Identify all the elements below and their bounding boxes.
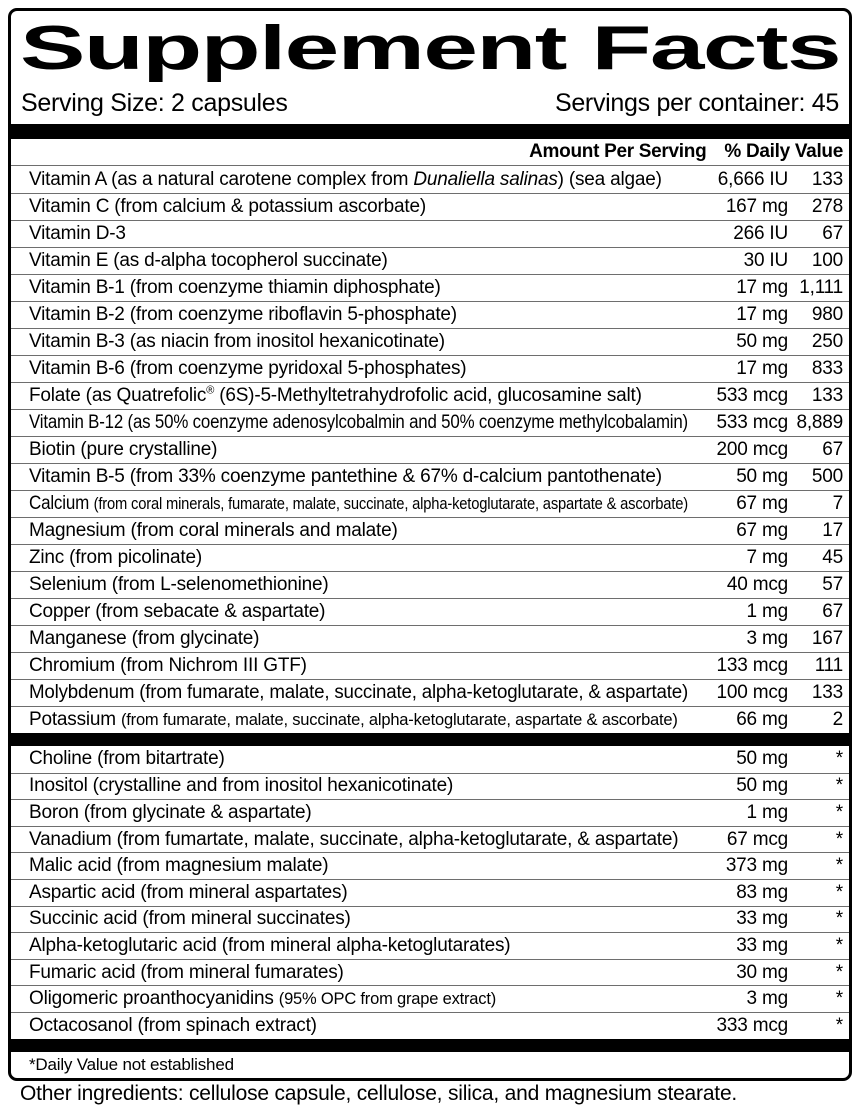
divider-bar-middle — [11, 733, 849, 746]
nutrient-daily-value: 133 — [811, 168, 843, 190]
nutrient-daily-value: 100 — [811, 250, 843, 271]
nutrient-row — [11, 852, 849, 879]
nutrient-name: Folate (as Quatrefolic® (6S)-5-Methyltetrahydrofolic acid, glucosamine salt) — [29, 384, 642, 406]
nutrient-daily-value: * — [835, 801, 843, 823]
nutrient-daily-value: * — [835, 828, 843, 850]
nutrient-name: Succinic acid (from mineral succinates) — [29, 908, 351, 930]
serving-info-row — [11, 84, 849, 124]
nutrient-daily-value: * — [835, 855, 843, 877]
nutrient-name: Octacosanol (from spinach extract) — [29, 1014, 317, 1036]
nutrient-row — [11, 879, 849, 906]
nutrient-row — [11, 652, 849, 679]
nutrient-row — [11, 355, 849, 382]
nutrient-amount: 533 mcg — [716, 412, 788, 433]
nutrient-amount: 67 mg — [736, 520, 788, 541]
nutrient-amount: 200 mcg — [716, 439, 788, 460]
nutrient-daily-value: 17 — [822, 520, 843, 541]
nutrient-daily-value: 980 — [811, 304, 843, 325]
column-header-daily-value: % Daily Value — [724, 141, 843, 162]
nutrient-name: Chromium (from Nichrom III GTF) — [29, 655, 307, 676]
nutrient-name: Calcium (from coral minerals, fumarate, malate, succinate, alpha-ketoglutarate, aspartate & ascorbate) — [29, 493, 688, 514]
nutrient-daily-value: 67 — [822, 601, 843, 622]
nutrient-row — [11, 906, 849, 933]
serving-size: Serving Size: 2 capsules — [21, 89, 288, 117]
nutrient-name: Vitamin B-2 (from coenzyme riboflavin 5-phosphate) — [29, 304, 457, 325]
nutrient-amount: 33 mg — [736, 908, 788, 930]
nutrient-row — [11, 247, 849, 274]
nutrient-amount: 266 IU — [733, 223, 788, 244]
supplement-facts-panel — [8, 8, 852, 1081]
nutrient-daily-value: 1,111 — [799, 277, 843, 298]
nutrient-name: Vitamin B-1 (from coenzyme thiamin diphosphate) — [29, 277, 441, 298]
servings-per-container: Servings per container: 45 — [554, 89, 839, 117]
nutrient-row — [11, 490, 849, 517]
nutrient-name: Vitamin B-3 (as niacin from inositol hexanicotinate) — [29, 331, 445, 352]
nutrient-amount: 167 mg — [725, 196, 788, 217]
nutrient-row — [11, 932, 849, 959]
nutrient-row — [11, 193, 849, 220]
nutrient-section-secondary — [11, 746, 849, 1039]
nutrient-row — [11, 959, 849, 986]
nutrient-section-primary — [11, 166, 849, 733]
nutrient-row — [11, 826, 849, 853]
column-header-amount: Amount Per Serving — [529, 141, 707, 162]
nutrient-amount: 533 mcg — [716, 385, 788, 406]
nutrient-row — [11, 679, 849, 706]
nutrient-daily-value: 133 — [811, 385, 843, 406]
nutrient-name: Zinc (from picolinate) — [29, 547, 202, 568]
nutrient-amount: 3 mg — [746, 988, 788, 1010]
nutrient-daily-value: 67 — [822, 223, 843, 244]
nutrient-amount: 7 mg — [746, 547, 788, 568]
nutrient-amount: 50 mg — [736, 331, 788, 352]
nutrient-row — [11, 517, 849, 544]
nutrient-daily-value: 2 — [832, 709, 843, 730]
nutrient-name: Oligomeric proanthocyanidins (95% OPC from grape extract) — [29, 988, 497, 1010]
nutrient-row — [11, 706, 849, 733]
divider-bar-top — [11, 124, 849, 139]
nutrient-daily-value: * — [835, 908, 843, 930]
nutrient-row — [11, 799, 849, 826]
nutrient-name: Vitamin A (as a natural carotene complex from Dunaliella salinas) (sea algae) — [29, 168, 662, 190]
nutrient-row — [11, 985, 849, 1012]
panel-title — [20, 14, 840, 84]
nutrient-name: Malic acid (from magnesium malate) — [29, 855, 329, 877]
nutrient-row — [11, 409, 849, 436]
nutrient-amount: 1 mg — [746, 801, 788, 823]
nutrient-name: Aspartic acid (from mineral aspartates) — [29, 881, 348, 903]
nutrient-row — [11, 274, 849, 301]
panel-title-text: Supplement Facts — [20, 14, 840, 83]
nutrient-row — [11, 625, 849, 652]
nutrient-amount: 83 mg — [736, 881, 788, 903]
nutrient-row — [11, 220, 849, 247]
nutrient-daily-value: * — [835, 961, 843, 983]
nutrient-row — [11, 328, 849, 355]
nutrient-daily-value: 67 — [822, 439, 843, 460]
nutrient-name: Vitamin E (as d-alpha tocopherol succinate) — [29, 250, 388, 271]
nutrient-amount: 100 mcg — [716, 682, 788, 703]
nutrient-row — [11, 463, 849, 490]
nutrient-amount: 1 mg — [746, 601, 788, 622]
nutrient-daily-value: * — [835, 881, 843, 903]
nutrient-row — [11, 166, 849, 193]
nutrient-row — [11, 598, 849, 625]
other-ingredients: Other ingredients: cellulose capsule, cellulose, silica, and magnesium stearate. — [20, 1082, 738, 1105]
nutrient-name: Molybdenum (from fumarate, malate, succinate, alpha-ketoglutarate, & aspartate) — [29, 682, 688, 703]
nutrient-daily-value: 167 — [811, 628, 843, 649]
nutrient-amount: 33 mg — [736, 934, 788, 956]
nutrient-daily-value: 278 — [811, 196, 843, 217]
nutrient-daily-value: 57 — [822, 574, 843, 595]
nutrient-daily-value: * — [835, 934, 843, 956]
nutrient-amount: 50 mg — [736, 466, 788, 487]
nutrient-row — [11, 301, 849, 328]
nutrient-name: Manganese (from glycinate) — [29, 628, 260, 649]
nutrient-name: Magnesium (from coral minerals and malate) — [29, 520, 398, 541]
nutrient-name: Potassium (from fumarate, malate, succinate, alpha-ketoglutarate, aspartate & ascorbate) — [29, 709, 678, 730]
nutrient-name: Inositol (crystalline and from inositol hexanicotinate) — [29, 775, 454, 797]
nutrient-daily-value: 45 — [822, 547, 843, 568]
nutrient-name: Vanadium (from fumartate, malate, succinate, alpha-ketoglutarate, & aspartate) — [29, 828, 679, 850]
nutrient-row — [11, 436, 849, 463]
nutrient-row — [11, 571, 849, 598]
nutrient-amount: 50 mg — [736, 775, 788, 797]
nutrient-amount: 67 mg — [736, 493, 788, 514]
nutrient-amount: 17 mg — [736, 304, 788, 325]
nutrient-daily-value: 7 — [832, 493, 843, 514]
nutrient-amount: 17 mg — [736, 358, 788, 379]
nutrient-name: Alpha-ketoglutaric acid (from mineral alpha-ketoglutarates) — [29, 934, 511, 956]
nutrient-row — [11, 773, 849, 800]
nutrient-daily-value: * — [835, 1014, 843, 1036]
nutrient-daily-value: 111 — [814, 655, 843, 676]
nutrient-daily-value: * — [835, 748, 843, 770]
nutrient-name: Biotin (pure crystalline) — [29, 439, 218, 460]
nutrient-name: Selenium (from L-selenomethionine) — [29, 574, 329, 595]
nutrient-daily-value: * — [835, 775, 843, 797]
nutrient-amount: 3 mg — [746, 628, 788, 649]
nutrient-daily-value: 133 — [811, 682, 843, 703]
nutrient-amount: 333 mcg — [716, 1014, 788, 1036]
nutrient-name: Fumaric acid (from mineral fumarates) — [29, 961, 344, 983]
nutrient-name: Choline (from bitartrate) — [29, 748, 225, 770]
nutrient-row — [11, 544, 849, 571]
nutrient-amount: 133 mcg — [716, 655, 788, 676]
nutrient-daily-value: 500 — [811, 466, 843, 487]
nutrient-amount: 66 mg — [736, 709, 788, 730]
daily-value-footnote: *Daily Value not established — [29, 1054, 234, 1074]
nutrient-amount: 30 IU — [743, 250, 788, 271]
nutrient-name: Vitamin C (from calcium & potassium ascorbate) — [29, 196, 426, 217]
nutrient-name: Copper (from sebacate & aspartate) — [29, 601, 326, 622]
nutrient-name: Vitamin B-6 (from coenzyme pyridoxal 5-phosphates) — [29, 358, 467, 379]
nutrient-daily-value: 250 — [811, 331, 843, 352]
nutrient-amount: 40 mcg — [726, 574, 788, 595]
nutrient-daily-value: 8,889 — [796, 412, 843, 433]
nutrient-row — [11, 382, 849, 409]
nutrient-amount: 50 mg — [736, 748, 788, 770]
nutrient-amount: 6,666 IU — [717, 168, 788, 190]
nutrient-daily-value: * — [835, 988, 843, 1010]
nutrient-amount: 373 mg — [725, 855, 788, 877]
nutrient-daily-value: 833 — [811, 358, 843, 379]
nutrient-amount: 67 mcg — [726, 828, 788, 850]
column-header-row — [11, 139, 849, 166]
divider-bar-bottom — [11, 1039, 849, 1052]
nutrient-row — [11, 746, 849, 773]
nutrient-amount: 17 mg — [736, 277, 788, 298]
nutrient-name: Boron (from glycinate & aspartate) — [29, 801, 312, 823]
nutrient-name: Vitamin D-3 — [29, 223, 126, 244]
nutrient-name: Vitamin B-12 (as 50% coenzyme adenosylcobalmin and 50% coenzyme methylcobalamin) — [29, 412, 688, 433]
nutrient-amount: 30 mg — [736, 961, 788, 983]
nutrient-name: Vitamin B-5 (from 33% coenzyme pantethine & 67% d-calcium pantothenate) — [29, 466, 662, 487]
nutrient-row — [11, 1012, 849, 1039]
